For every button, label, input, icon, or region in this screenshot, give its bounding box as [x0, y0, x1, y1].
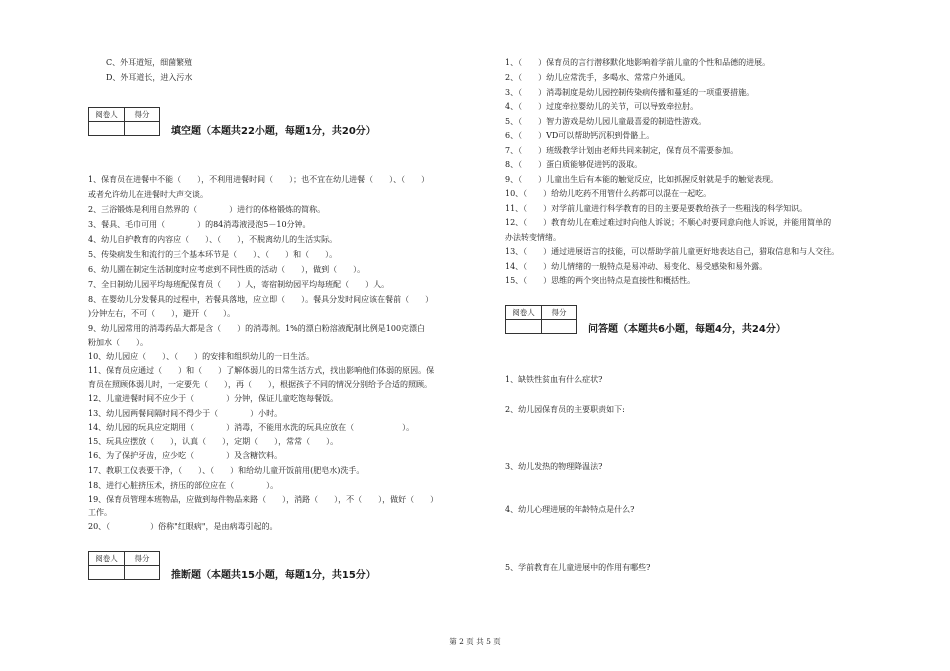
judge-question-line: 11、（ ）对学前儿童进行科学教育的目的主要是要教给孩子一些粗浅的科学知识。 [505, 204, 808, 213]
judge-question-line: 办法转变情绪。 [505, 233, 561, 242]
grader-label: 阅卷人 [89, 552, 125, 565]
fill-question-line: 2、三浴锻炼是利用自然界的（ ）进行的体格锻炼的简称。 [88, 205, 326, 214]
judge-question-line: 15、（ ）思维的两个突出特点是直接性和概括性。 [505, 276, 696, 285]
fill-question-line: 16、为了保护牙齿，应少吃（ ）及含糖饮料。 [88, 451, 283, 460]
qa-question-line: 4、幼儿心理进展的年龄特点是什么? [505, 505, 635, 514]
judge-question-line: 5、（ ）智力游戏是幼儿园儿童最喜爱的制造性游戏。 [505, 117, 707, 126]
page-footer: 第 2 页 共 5 页 [449, 637, 501, 646]
fill-question-line: 13、幼儿园两餐间隔时间不得少于（ ）小时。 [88, 409, 283, 418]
fill-question-line: 14、幼儿园的玩具应定期用（ ）消毒，不能用水洗的玩具应放在（ ）。 [88, 423, 415, 432]
fill-question-line: 工作。 [88, 508, 112, 517]
fill-question-line: 17、教职工仪表要干净，（ ）、（ ）和给幼儿童开饭前用(肥皂水)洗手。 [88, 466, 365, 475]
fill-question-line: 3、餐具、毛巾可用（ ）的84消毒液浸泡5－10分钟。 [88, 220, 311, 229]
judge-question-line: 10、（ ）给幼儿吃药不用管什么药都可以混在一起吃。 [505, 189, 712, 198]
fill-question-line: 6、幼儿園在制定生活制度时应考虑到不同性质的活动（ ），做到（ ）。 [88, 265, 366, 274]
fill-question-line: 10、幼儿园应（ ）、（ ）的安排和组织幼儿的一日生活。 [88, 352, 315, 361]
judge-question-line: 6、（ ）VD可以帮助钙沉积到骨骼上。 [505, 131, 655, 140]
judge-question-line: 4、（ ）过度牵拉婴幼儿的关节，可以导致牵拉肘。 [505, 102, 699, 111]
fill-question-line: 5、传染病发生和流行的三个基本环节是（ ）、（ ）和（ ）。 [88, 250, 338, 259]
grader-label: 阅卷人 [89, 108, 125, 121]
judge-question-line: 1、（ ）保育员的言行潜移默化地影响着学前儿童的个性和品德的进展。 [505, 58, 771, 67]
judge-question-line: 12、（ ）教育幼儿在难过难过时向他人诉说；不顺心时要同意向他人诉说，并能用简单的 [505, 218, 832, 227]
judge-section-title: 推断题（本题共15小题，每题1分，共15分） [171, 570, 376, 581]
fill-question-line: 9、幼儿园常用的消毒药品大都是含（ ）的消毒剂。1%的漂白粉溶液配制比例是100克漂白 [88, 324, 426, 333]
judge-question-line: 7、（ ）班级教学计划由老师共同来制定，保育员不需要参加。 [505, 146, 739, 155]
qa-question-line: 3、幼儿发热的物理降温法? [505, 462, 603, 471]
qa-question-line: 2、幼儿园保育员的主要职责如下: [505, 405, 625, 414]
judge-question-line: 13、（ ）通过进展语言的技能，可以帮助学前儿童更好地表达自己，猎取信息和与人交往。 [505, 247, 840, 256]
score-label: 得分 [134, 554, 150, 563]
score-label: 得分 [134, 110, 150, 119]
judge-question-line: 9、（ ）儿童出生后有本能的触觉反应，比如抓握反射就是手的触觉表现。 [505, 175, 779, 184]
fill-question-line: 20、（ ）俗称"红眼病"，是由病毒引起的。 [88, 522, 278, 531]
fill-question-line: 1、保育员在进餐中不能（ ），不利用进餐时间（ ）；也不宜在幼儿进餐（ ）、（ ） [88, 175, 430, 184]
fill-question-line: 18、进行心脏挤压术，挤压的部位应在（ ）。 [88, 481, 279, 490]
option-c: C、外耳道短，细菌繁殖 [106, 58, 193, 67]
fill-section-title: 填空题（本题共22小题，每题1分，共20分） [171, 126, 376, 137]
fill-question-line: 4、幼儿自护教育的内容应（ ）、（ ），不脱离幼儿的生活实际。 [88, 235, 338, 244]
fill-question-line: 8、在婴幼儿分发餐具的过程中，若餐具落地，应立即（ ）。餐具分发时间应该在餐前（ ） [88, 295, 434, 304]
score-box-judge [88, 551, 160, 580]
score-box-qa [505, 305, 577, 334]
fill-question-line: 育员在照顾体弱儿时，一定要先（ ），再（ ），根据孩子不同的情况分别给予合适的照顾。 [88, 380, 432, 389]
score-box-fill [88, 107, 160, 136]
fill-question-line: 19、保育员管理本班物品，应做到每件物品来路（ ），消路（ ），不（ ），做好（ ） [88, 495, 439, 504]
fill-question-line: 11、保育员应通过（ ）和（ ）了解体弱儿的日常生活方式，找出影响他们体弱的原因。保 [88, 366, 435, 375]
judge-question-line: 14、（ ）幼儿情绪的一般特点是易冲动、易变化、易受感染和易外露。 [505, 262, 768, 271]
qa-question-line: 1、缺铁性贫血有什么症状? [505, 375, 603, 384]
fill-question-line: 12、儿童进餐时间不应少于（ ）分钟，保证儿童吃饱每餐饭。 [88, 394, 339, 403]
judge-question-line: 3、（ ）消毒制度是幼儿园控制传染病传播和蔓延的一项重要措施。 [505, 88, 755, 97]
fill-question-line: 7、全日制幼儿园平均每班配保育员（ ）人，寄宿制幼园平均每班配（ ）人。 [88, 280, 390, 289]
qa-section-title: 问答题（本题共6小题，每题4分，共24分） [588, 324, 786, 335]
fill-question-line: )分钟左右，不可（ ），避开（ ）。 [88, 309, 236, 318]
grader-label: 阅卷人 [506, 306, 542, 319]
fill-question-line: 或者允许幼儿在进餐时大声交谈。 [88, 190, 208, 199]
judge-question-line: 2、（ ）幼儿应常洗手，多喝水、常常户外通风。 [505, 73, 691, 82]
score-label: 得分 [551, 308, 567, 317]
qa-question-line: 5、学前教育在儿童进展中的作用有哪些? [505, 563, 651, 572]
fill-question-line: 粉加水（ ）。 [88, 338, 148, 347]
option-d: D、外耳道长，进入污水 [106, 73, 193, 82]
fill-question-line: 15、玩具应摆放（ ），认真（ ），定期（ ），常常（ ）。 [88, 437, 339, 446]
judge-question-line: 8、（ ）蛋白质能够促进钙的汲取。 [505, 160, 643, 169]
